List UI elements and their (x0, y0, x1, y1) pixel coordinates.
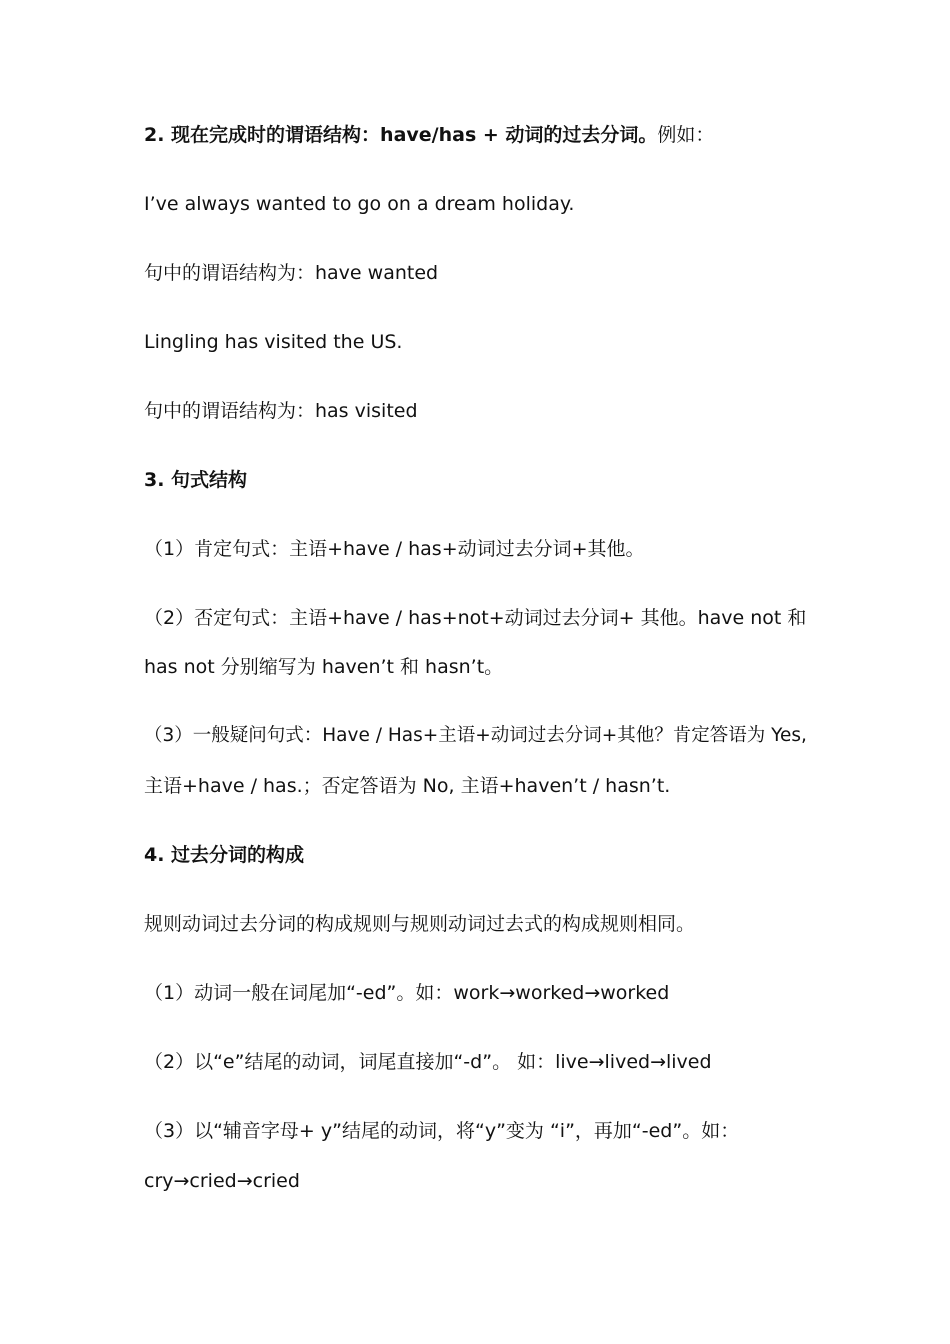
section-2-heading-example: 例如： (657, 124, 715, 146)
participle-rule-intro: 规则动词过去分词的构成规则与规则动词过去式的构成规则相同。 (144, 913, 696, 935)
participle-rule-3-line-1: （3）以“辅音字母+ y”结尾的动词，将“y”变为 “i”，再加“-ed”。如： (144, 1120, 740, 1142)
section-3-heading: 3. 句式结构 (144, 469, 248, 491)
participle-rule-3-line-2: cry→cried→cried (144, 1170, 300, 1192)
section-4-heading: 4. 过去分词的构成 (144, 844, 305, 866)
participle-rule-2: （2）以“e”结尾的动词，词尾直接加“-d”。 如：live→lived→lived (144, 1051, 712, 1073)
negative-form-line-2: has not 分别缩写为 haven’t 和 hasn’t。 (144, 656, 504, 678)
question-form-line-1: （3）一般疑问句式：Have / Has+主语+动词过去分词+其他？肯定答语为 Yes, (144, 725, 807, 746)
section-2-heading-bold: 2. 现在完成时的谓语结构：have/has + 动词的过去分词。 (144, 124, 658, 146)
negative-form-line-1: （2）否定句式：主语+have / has+not+动词过去分词+ 其他。have not 和 (144, 607, 807, 629)
question-form-line-2: 主语+have / has.；否定答语为 No, 主语+haven’t / hasn’t. (144, 775, 671, 797)
example-sentence-2: Lingling has visited the US. (144, 331, 403, 353)
section-2-heading (144, 124, 816, 146)
participle-rule-1: （1）动词一般在词尾加“-ed”。如：work→worked→worked (144, 982, 670, 1004)
predicate-note-2: 句中的谓语结构为：has visited (144, 400, 418, 422)
affirmative-form: （1）肯定句式：主语+have / has+动词过去分词+其他。 (144, 538, 645, 560)
example-sentence-1: I’ve always wanted to go on a dream holiday. (144, 193, 575, 215)
predicate-note-1: 句中的谓语结构为：have wanted (144, 262, 439, 284)
